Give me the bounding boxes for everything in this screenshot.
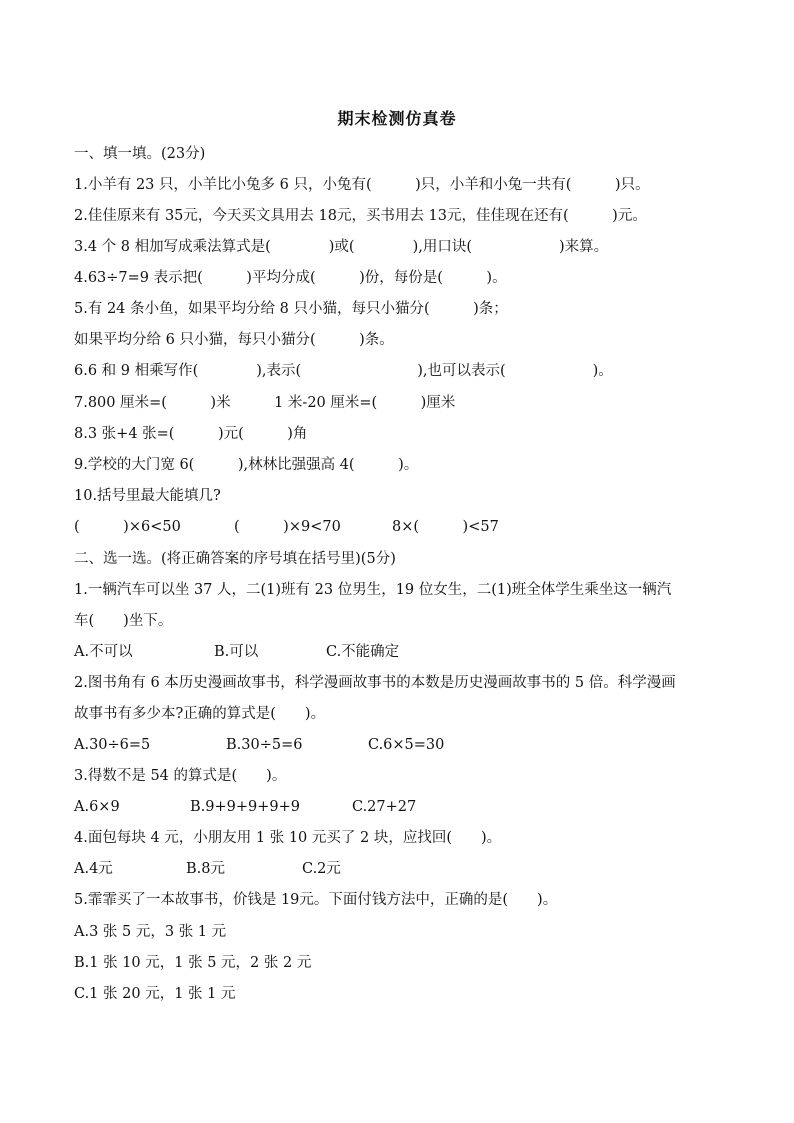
option: A.4元 [74,861,113,877]
question-1-2: 2.佳佳原来有 35元，今天买文具用去 18元，买书用去 13元，佳佳现在还有( )元。 [74,208,647,224]
option: C.2元 [302,861,341,877]
question-2-2b: 故事书有多少本?正确的算式是( )。 [74,706,326,722]
question-1-9: 9.学校的大门宽 6( ),林林比强强高 4( )。 [74,457,419,473]
question-2-1b: 车( )坐下。 [74,613,173,629]
option: C.6×5=30 [368,737,445,753]
option: B.8元 [186,861,225,877]
question-2-4-options [74,859,341,879]
question-2-5-option-a: A.3 张 5 元，3 张 1 元 [74,924,227,940]
question-2-2-options [74,735,444,755]
question-1-10-items [74,517,499,537]
question-2-2a: 2.图书角有 6 本历史漫画故事书，科学漫画故事书的本数是历史漫画故事书的 5 倍。科学漫画 [74,675,676,691]
question-2-5: 5.霏霏买了一本故事书，价钱是 19元。下面付钱方法中，正确的是( )。 [74,892,558,908]
option: B.9+9+9+9+9 [190,799,300,815]
question-1-7: 7.800 厘米=( )米 1 米-20 厘米=( )厘米 [74,395,456,411]
question-1-10-item: 8×( )<57 [392,519,499,535]
option: A.6×9 [74,799,120,815]
option: B.30÷5=6 [226,737,303,753]
option: A.30÷6=5 [74,737,151,753]
section2-heading: 二、选一选。(将正确答案的序号填在括号里)(5分) [74,551,396,567]
question-1-5a: 5.有 24 条小鱼，如果平均分给 8 只小猫，每只小猫分( )条； [74,301,508,317]
question-2-3: 3.得数不是 54 的算式是( )。 [74,768,287,784]
question-1-1: 1.小羊有 23 只，小羊比小兔多 6 只，小兔有( )只，小羊和小兔一共有( )只。 [74,177,650,193]
option: C.27+27 [352,799,417,815]
question-1-6: 6.6 和 9 相乘写作( ),表示( ),也可以表示( )。 [74,363,613,379]
section1-heading: 一、填一填。(23分) [74,146,206,162]
question-1-10: 10.括号里最大能填几? [74,488,221,504]
question-1-5b: 如果平均分给 6 只小猫，每只小猫分( )条。 [74,332,394,348]
question-1-10-item: ( )×9<70 [234,519,341,535]
page-title: 期末检测仿真卷 [337,109,457,128]
option: B.可以 [214,644,259,660]
option: A.不可以 [74,644,133,660]
option: C.不能确定 [326,644,400,660]
question-1-4: 4.63÷7=9 表示把( )平均分成( )份，每份是( )。 [74,270,507,286]
question-2-3-options [74,797,416,817]
question-1-8: 8.3 张+4 张=( )元( )角 [74,426,308,442]
question-2-5-option-b: B.1 张 10 元，1 张 5 元，2 张 2 元 [74,955,312,971]
question-2-5-option-c: C.1 张 20 元，1 张 1 元 [74,986,236,1002]
question-2-1a: 1.一辆汽车可以坐 37 人，二(1)班有 23 位男生，19 位女生，二(1)班全体学生乘坐这一辆汽 [74,582,672,598]
question-1-10-item: ( )×6<50 [74,519,181,535]
question-2-1-options [74,642,399,662]
question-2-4: 4.面包每块 4 元，小朋友用 1 张 10 元买了 2 块，应找回( )。 [74,830,502,846]
question-1-3: 3.4 个 8 相加写成乘法算式是( )或( ),用口诀( )来算。 [74,239,609,255]
